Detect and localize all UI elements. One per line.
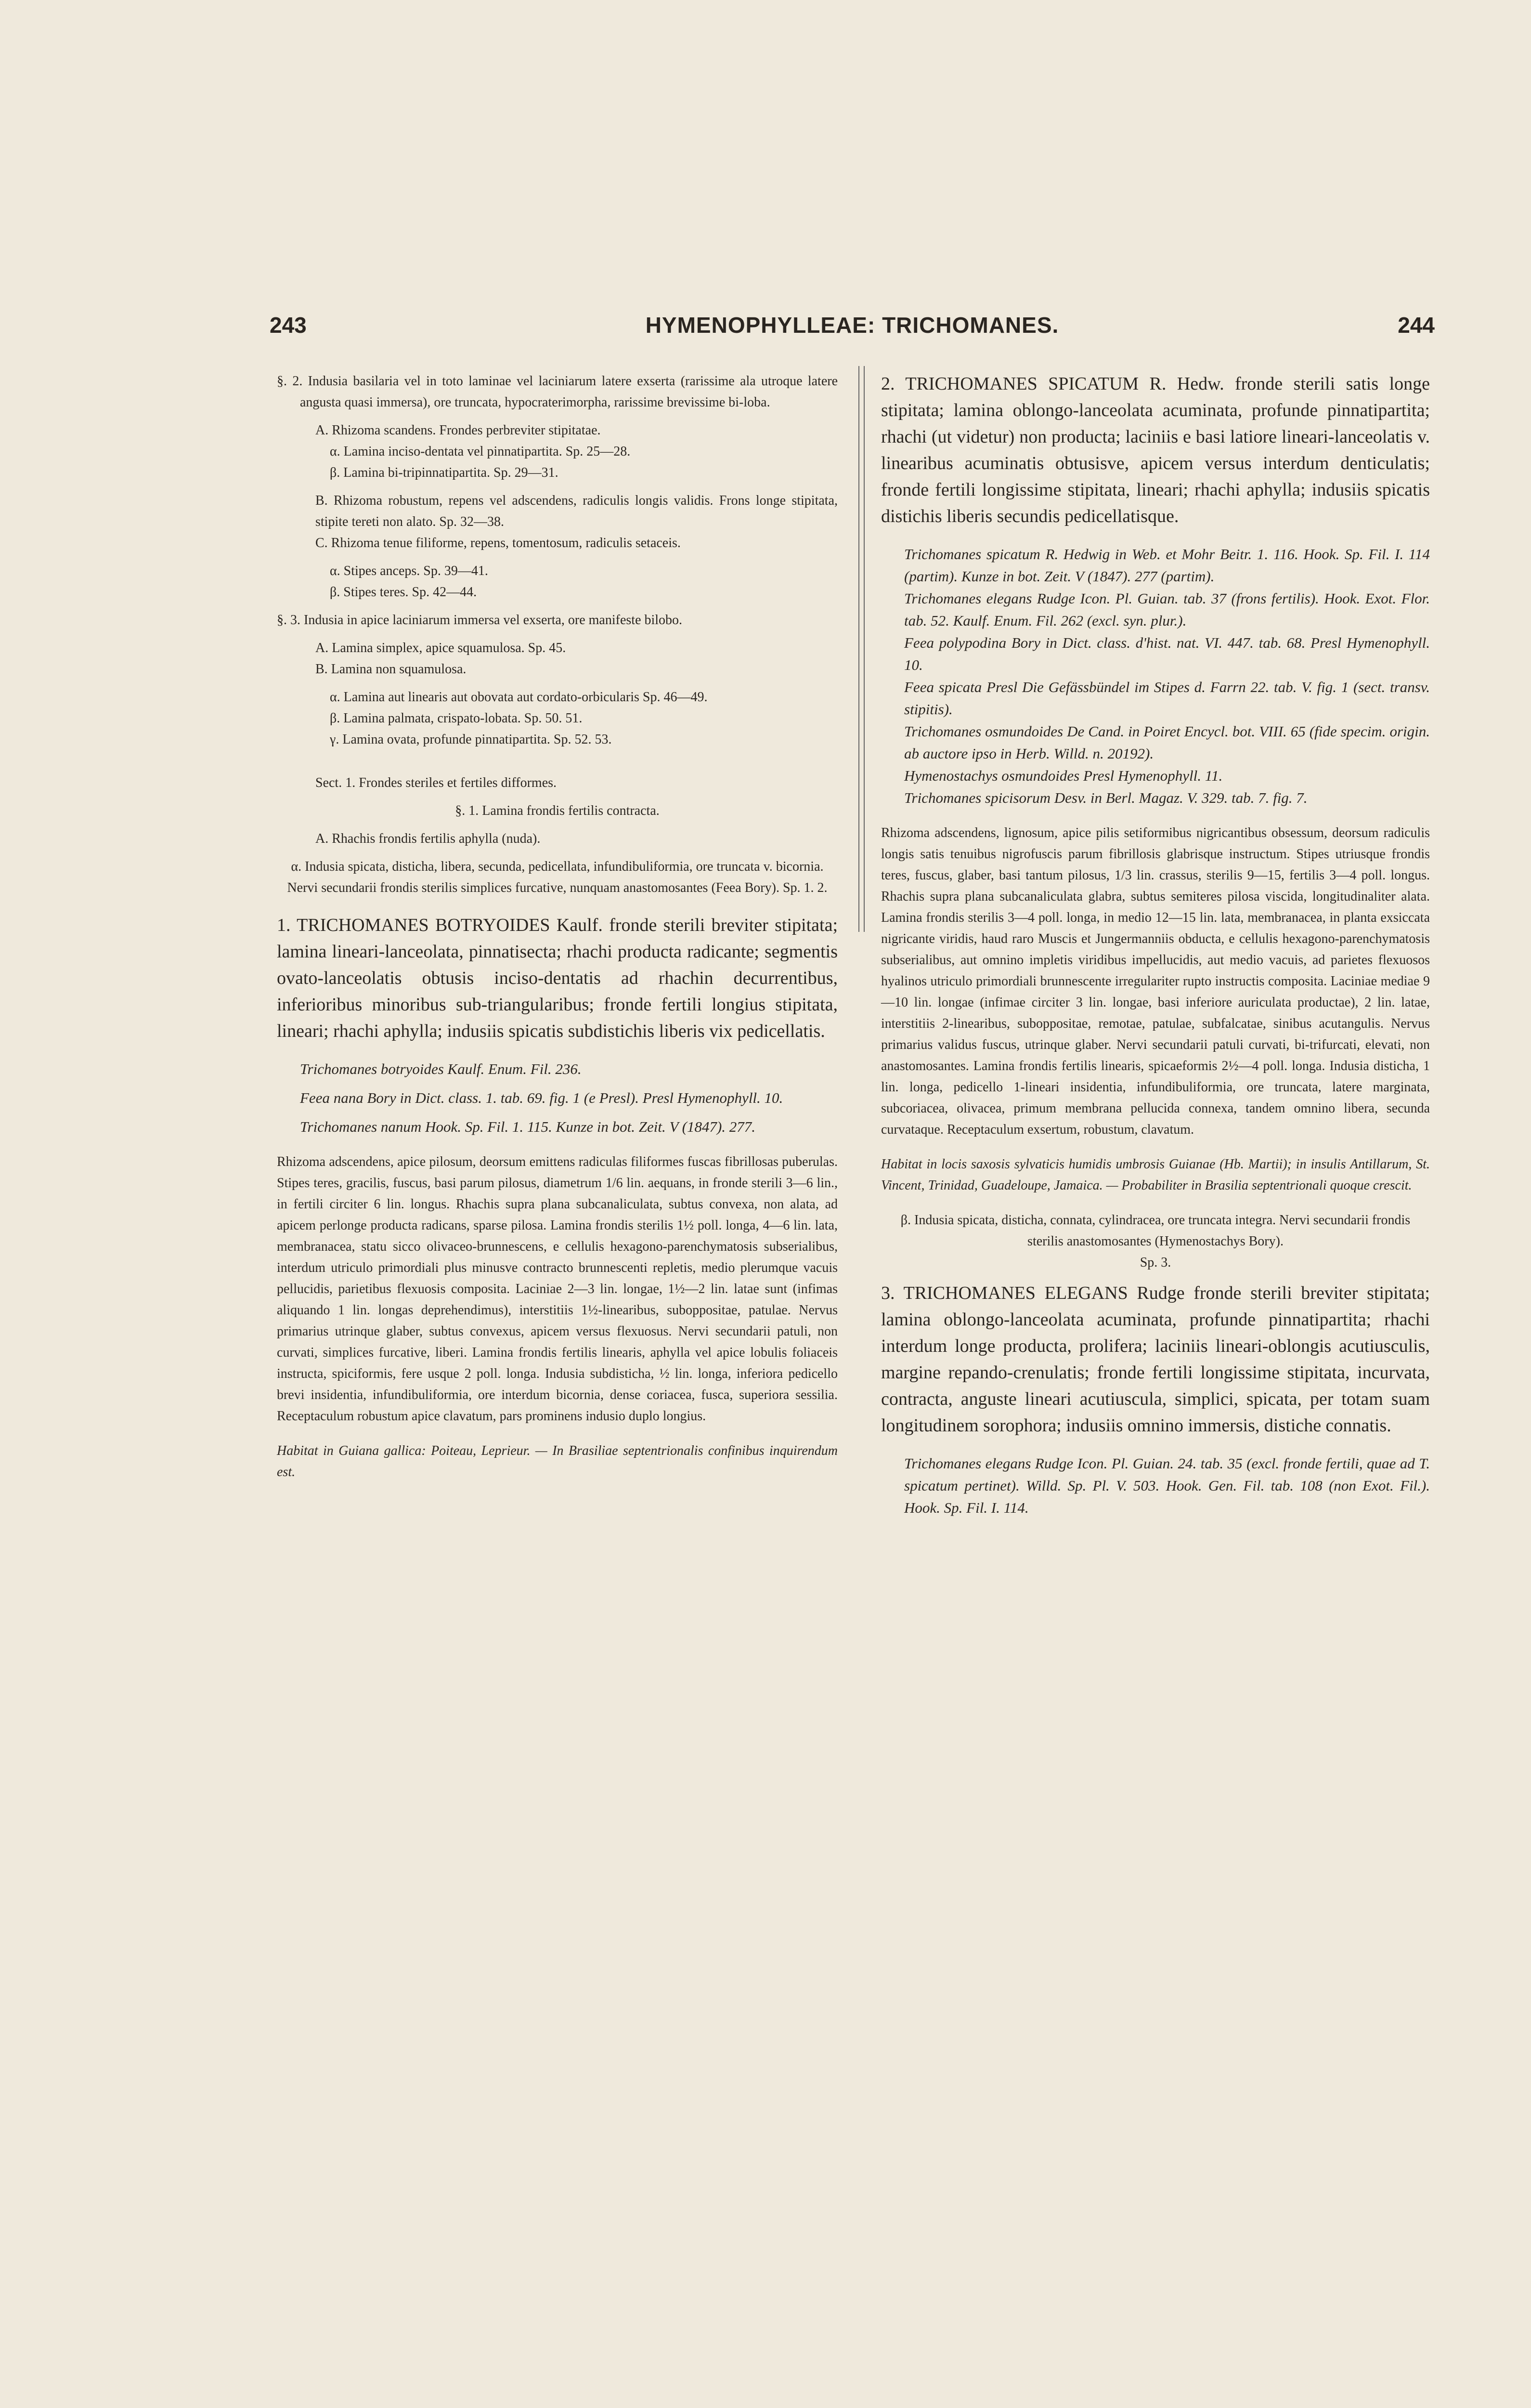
- species-2-habitat: Habitat in locis saxosis sylvaticis humidis umbrosis Guianae (Hb. Martii); in insulis Antillarum, St. Vincent, Trinidad, Guadeloupe, Jamaica. — Probabiliter in Brasilia septentrionali quoque crescit.: [881, 1157, 1430, 1193]
- species-1-diagnosis: 1. TRICHOMANES BOTRYOIDES Kaulf. fronde sterili breviter stipitata; lamina lineari-lanceolata, pinnatisecta; rhachi producta radicante; segmentis ovato-lanceolatis obtusis inciso-dentatis ad rhachin decurrentibus, inferioribus minoribus sub-triangularibus; fronde fertili longius stipitata, lineari; rhachi aphylla; indusiis spicatis subdistichis liberis vix pedicellatis.: [277, 915, 838, 1041]
- species-2-synonym-1: Trichomanes spicatum R. Hedwig in Web. et Mohr Beitr. 1. 116. Hook. Sp. Fil. I. 114 (partim). Kunze in bot. Zeit. V (1847). 277 (partim).: [904, 546, 1430, 585]
- section-2-text: §. 2. Indusia basilaria vel in toto laminae vel laciniarum latere exserta (rarissime ala utroque latere angusta quasi immersa), ore truncata, hypocraterimorpha, rarissime brevissime bi-loba.: [277, 374, 838, 410]
- key-a: A. Rhizoma scandens. Frondes perbreviter stipitatae.: [315, 423, 601, 438]
- species-3-diagnosis: 3. TRICHOMANES ELEGANS Rudge fronde sterili breviter stipitata; lamina oblongo-lanceolata acuminata, profunde pinnatipartita; rhachi interdum longe producta, prolifera; laciniis lineari-oblongis acutiusculis, margine repando-crenulatis; fronde fertili longissime stipitata, incurvata, contracta, anguste lineari acutiuscula, simplici, spicata, per totam suam longitudinem sorophora; indusiis omnino immersis, distiche connatis.: [881, 1283, 1430, 1436]
- running-title: HYMENOPHYLLEAE: TRICHOMANES.: [645, 313, 1059, 338]
- sect-1-heading: Sect. 1. Frondes steriles et fertiles difformes.: [315, 775, 557, 790]
- species-2-synonym-7: Trichomanes spicisorum Desv. in Berl. Magaz. V. 329. tab. 7. fig. 7.: [904, 789, 1308, 806]
- species-1-habitat: Habitat in Guiana gallica: Poiteau, Leprieur. — In Brasiliae septentrionalis confinibus inquirendum est.: [277, 1443, 838, 1479]
- species-1-synonym-1: Trichomanes botryoides Kaulf. Enum. Fil. 236.: [300, 1060, 582, 1077]
- column-divider: [858, 366, 865, 932]
- species-1-synonym-2: Feea nana Bory in Dict. class. 1. tab. 69. fig. 1 (e Presl). Presl Hymenophyll. 10.: [300, 1089, 783, 1106]
- species-3-synonym-1: Trichomanes elegans Rudge Icon. Pl. Guian. 24. tab. 35 (excl. fronde fertili, quae ad T. spicatum pertinet). Willd. Sp. Pl. V. 503. Hook. Gen. Fil. tab. 108 (non Exot. Fil.). Hook. Sp. Fil. I. 114.: [904, 1455, 1430, 1516]
- left-column: [277, 371, 838, 1483]
- key-c: C. Rhizoma tenue filiforme, repens, tomentosum, radiculis setaceis.: [315, 536, 681, 550]
- key-c-alpha: α. Stipes anceps. Sp. 39—41.: [330, 563, 488, 578]
- s3-key-a: A. Lamina simplex, apice squamulosa. Sp. 45.: [315, 641, 566, 655]
- left-page-number: 243: [270, 313, 307, 338]
- key-c-beta: β. Stipes teres. Sp. 42—44.: [330, 585, 477, 600]
- key-a-beta: β. Lamina bi-tripinnatipartita. Sp. 29—31.: [330, 465, 558, 480]
- species-2-synonym-6: Hymenostachys osmundoides Presl Hymenophyll. 11.: [904, 767, 1223, 784]
- alpha-group-text: α. Indusia spicata, disticha, libera, secunda, pedicellata, infundibuliformia, ore truncata v. bicornia. Nervi secundarii frondis sterilis simplices furcative, nunquam anastomosantes (Feea Bory). Sp. 1. 2.: [287, 859, 828, 895]
- s3-key-beta: β. Lamina palmata, crispato-lobata. Sp. 50. 51.: [330, 711, 583, 726]
- s3-key-gamma: γ. Lamina ovata, profunde pinnatipartita. Sp. 52. 53.: [330, 732, 612, 747]
- right-page-number: 244: [1398, 313, 1435, 338]
- right-column: [881, 371, 1430, 1519]
- species-2-synonym-2: Trichomanes elegans Rudge Icon. Pl. Guian. tab. 37 (frons fertilis). Hook. Exot. Flor. tab. 52. Kaulf. Enum. Fil. 262 (excl. syn. plur.).: [904, 590, 1430, 629]
- sect-1-para-1: §. 1. Lamina frondis fertilis contracta.: [455, 803, 660, 818]
- species-1-description: Rhizoma adscendens, apice pilosum, deorsum emittens radiculas filiformes fuscas fibrillosas puberulas. Stipes teres, gracilis, fuscus, basi parum pilosus, diametrum 1/6 lin. aequans, in fronde sterili 3—6 lin., in fertili circiter 6 lin. longus. Rhachis supra plana subcanaliculata, subtus convexa, non alata, ad apicem perlonge producta radicans, sparse pilosa. Lamina frondis sterilis 1½ poll. longa, 4—6 lin. lata, membranacea, statu sicco olivaceo-brunnescens, e cellulis hexagono-parenchymatosis subserialibus, interdum utriculo primordiali plus minusve contracto brunnescenti repletis, medio plerumque vacuis pellucidis, parietibus flexuosis composita. Laciniae 2—3 lin. longae, 1½—2 lin. latae sunt (infimas aliquando 1 lin. longas deprehendimus), interstitiis 1½-linearibus, suboppositae, patulae. Nervus primarius utrinque glaber, subtus convexus, apicem versus flexuosus. Nervi secundarii patuli, non curvati, simplices furcative, liberi. Lamina frondis fertilis linearis, aphylla vel apice lobulis foliaceis instructa, spiciformis, fere usque 2 poll. longa. Indusia subdisticha, ½ lin. longa, inferiora pedicello brevi insidentia, infundibuliformia, ore interdum bicornia, dense coriacea, fusca, superiora sessilia. Receptaculum robustum apice clavatum, pars prominens indusio duplo longius.: [277, 1154, 838, 1424]
- species-2-synonym-5: Trichomanes osmundoides De Cand. in Poiret Encycl. bot. VIII. 65 (fide specim. origin. ab auctore ipso in Herb. Willd. n. 20192).: [904, 723, 1430, 762]
- s3-key-b: B. Lamina non squamulosa.: [315, 662, 467, 677]
- key-b: B. Rhizoma robustum, repens vel adscendens, radiculis longis validis. Frons longe stipitata, stipite tereti non alato. Sp. 32—38.: [315, 493, 838, 529]
- species-2-synonym-4: Feea spicata Presl Die Gefässbündel im Stipes d. Farrn 22. tab. V. fig. 1 (sect. transv. stipitis).: [904, 679, 1430, 718]
- species-2-description: Rhizoma adscendens, lignosum, apice pilis setiformibus nigricantibus obsessum, deorsum radiculis longis satis tenuibus nigrofuscis parum fibrillosis glabrisque instructum. Stipes utriusque frondis teres, fuscus, glaber, basi tantum pilosus, 1/3 lin. crassus, sterilis 9—15, fertilis 3—4 poll. longus. Rhachis supra plana subcanaliculata glabra, subtus semiteres pilosa viscida, longitudinaliter alata. Lamina frondis sterilis 3—4 poll. longa, in medio 12—15 lin. lata, membranacea, in planta exsiccata nigricante viridis, haud raro Muscis et Jungermanniis obducta, e cellulis hexagono-parenchymatosis subserialibus, aut omnino impletis viridibus impellucidis, aut medio vacuis, ad parietes flexuosos hyalinos utriculo primordiali brunnescente irregulariter rupto instructis composita. Laciniae mediae 9—10 lin. longae (infimae circiter 3 lin. longae, basi inferiore auriculata productae), 2 lin. latae, interstitiis 2-linearibus, suboppositae, remotae, patulae, subfalcatae, sinibus acutangulis. Nervus primarius validus fuscus, utrinque glaber. Nervi secundarii patuli curvati, bi-trifurcati, elevati, non anastomosantes. Lamina frondis fertilis linearis, spicaeformis 2½—4 poll. longa. Indusia disticha, 1 lin. longa, pedicello 1-lineari insidentia, infundibuliformia, ore truncata, latere marginata, subcoriacea, olivacea, primum membrana pellucida connexa, tandem omnino libera, secunda curvataque. Receptaculum exsertum, robustum, clavatum.: [881, 825, 1430, 1137]
- species-2-diagnosis: 2. TRICHOMANES SPICATUM R. Hedw. fronde sterili satis longe stipitata; lamina oblongo-lanceolata acuminata, profunde pinnatipartita; rhachi (ut videtur) non producta; laciniis e basi latiore lineari-lanceolatis v. linearibus acuminatis obtusisve, apicem versus interdum denticulatis; fronde fertili longissime stipitata, lineari; rhachi aphylla; indusiis spicatis distichis liberis secundis pedicellatisque.: [881, 374, 1430, 526]
- species-2-synonym-3: Feea polypodina Bory in Dict. class. d'hist. nat. VI. 447. tab. 68. Presl Hymenophyll. 10.: [904, 634, 1430, 673]
- key-a-alpha: α. Lamina inciso-dentata vel pinnatipartita. Sp. 25—28.: [330, 444, 631, 459]
- beta-group-species: Sp. 3.: [1140, 1255, 1171, 1270]
- running-header: [270, 312, 1435, 346]
- sect-1-key-a: A. Rhachis frondis fertilis aphylla (nuda).: [315, 831, 541, 846]
- beta-group-text: β. Indusia spicata, disticha, connata, cylindracea, ore truncata integra. Nervi secundarii frondis sterilis anastomosantes (Hymenostachys Bory).: [900, 1213, 1411, 1249]
- s3-key-alpha: α. Lamina aut linearis aut obovata aut cordato-orbicularis Sp. 46—49.: [330, 690, 708, 705]
- species-1-synonym-3: Trichomanes nanum Hook. Sp. Fil. 1. 115. Kunze in bot. Zeit. V (1847). 277.: [300, 1118, 756, 1135]
- section-3-text: §. 3. Indusia in apice laciniarum immersa vel exserta, ore manifeste bilobo.: [277, 613, 683, 628]
